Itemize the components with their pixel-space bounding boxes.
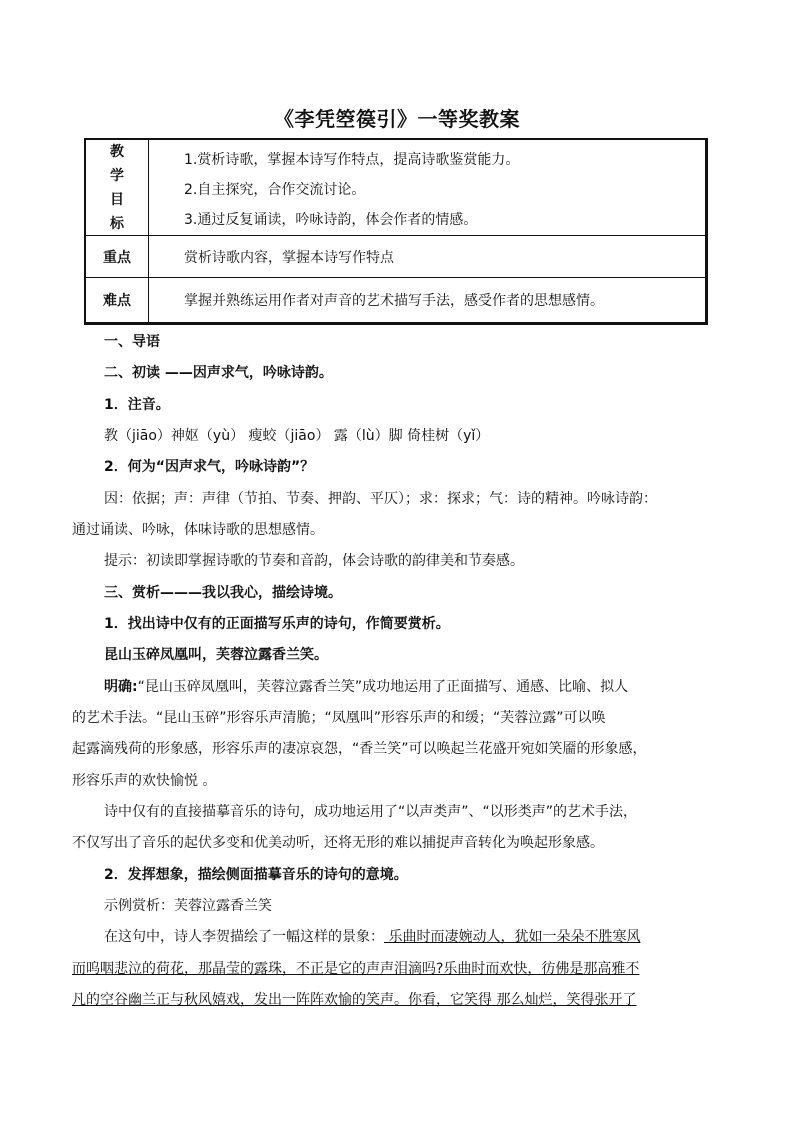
goal-item: 2.自主探究，合作交流讨论。 bbox=[184, 182, 366, 198]
clarify-text: “昆山玉碎凤凰叫，芙蓉泣露香兰笑”成功地运用了正面描写、通感、比喻、拟人 bbox=[137, 679, 629, 695]
section-heading: 一、导语 bbox=[104, 334, 160, 350]
paragraph-line: 通过诵读、吟咏，体味诗歌的思想感情。 bbox=[72, 522, 324, 538]
scene-underlined-text: 凡的空谷幽兰正与秋风嬉戏，发出一阵阵欢愉的笑声。你看，它笑得 那么灿烂，笑得张开了 bbox=[72, 992, 637, 1008]
subsection-heading: 2．何为“因声求气，吟咏诗韵”？ bbox=[104, 459, 315, 475]
difficulty-row bbox=[86, 278, 705, 322]
paragraph-line: 诗中仅有的直接描摹音乐的诗句，成功地运用了“以声类声”、“以形类声”的艺术手法， bbox=[104, 804, 638, 820]
difficulty-text: 掌握并熟练运用作者对声音的艺术描写手法，感受作者的思想感情。 bbox=[184, 293, 604, 309]
goals-header-char: 标 bbox=[110, 215, 124, 232]
subsection-heading: 2．发挥想象，描绘侧面描摹音乐的诗句的意境。 bbox=[104, 867, 408, 883]
goals-row bbox=[86, 140, 705, 236]
paragraph-line: 起露滴残荷的形象感，形容乐声的凄凉哀怨，“香兰笑”可以唤起兰花盛开宛如笑靥的形象感， bbox=[72, 741, 647, 757]
scene-underlined-text: 而呜咽悲泣的荷花，那晶莹的露珠，不正是它的声声泪滴吗?乐曲时而欢快，彷佛是那高雅不 bbox=[72, 961, 640, 977]
paragraph-line: 不仅写出了音乐的起伏多变和优美动听，还将无形的难以捕捉声音转化为唤起形象感。 bbox=[72, 835, 604, 851]
key-point-header-cell bbox=[86, 236, 149, 277]
goal-item: 3.通过反复诵读，吟咏诗韵，体会作者的情感。 bbox=[184, 212, 478, 228]
key-point-text: 赏析诗歌内容，掌握本诗写作特点 bbox=[184, 250, 394, 266]
scene-underlined-text: 乐曲时而凄婉动人，犹如一朵朵不胜寒风 bbox=[384, 929, 641, 945]
goals-content-cell bbox=[148, 140, 705, 235]
example-line: 示例赏析：芙蓉泣露香兰笑 bbox=[104, 898, 272, 914]
paragraph-line: 的艺术手法。“昆山玉碎”形容乐声清脆；“凤凰叫”形容乐声的和缓；“芙蓉泣露”可以唤 bbox=[72, 710, 606, 726]
subsection-heading: 1．找出诗中仅有的正面描写乐声的诗句，作简要赏析。 bbox=[104, 616, 450, 632]
paragraph-line: 形容乐声的欢快愉悦 。 bbox=[72, 773, 217, 789]
difficulty-header: 难点 bbox=[103, 293, 131, 309]
section-heading: 三、赏析———我以我心，描绘诗境。 bbox=[104, 585, 342, 601]
tip-line: 提示：初读即掌握诗歌的节奏和音韵，体会诗歌的韵律美和节奏感。 bbox=[104, 553, 524, 569]
subsection-heading: 1．注音。 bbox=[104, 397, 170, 413]
difficulty-cell bbox=[148, 278, 705, 322]
key-point-row bbox=[86, 236, 705, 278]
goals-header-char: 目 bbox=[110, 191, 124, 208]
lesson-goals-table bbox=[84, 138, 708, 325]
clarify-line bbox=[104, 676, 628, 696]
clarify-label: 明确: bbox=[104, 679, 138, 695]
goals-header-char: 学 bbox=[110, 167, 124, 184]
document-title: 《李凭箜篌引》一等奖教案 bbox=[274, 107, 520, 131]
paragraph-line: 因：依据；声：声律（节拍、节奏、押韵、平仄）；求：探求；气：诗的精神。吟咏诗韵： bbox=[104, 491, 657, 507]
goal-item: 1.赏析诗歌，掌握本诗写作特点，提高诗歌鉴赏能力。 bbox=[184, 152, 520, 168]
scene-lead: 在这句中，诗人李贺描绘了一幅这样的景象： bbox=[104, 929, 384, 945]
difficulty-header-cell bbox=[86, 278, 149, 322]
key-point-header: 重点 bbox=[103, 249, 131, 266]
quoted-poem-line: 昆山玉碎凤凰叫，芙蓉泣露香兰笑。 bbox=[104, 647, 328, 663]
pinyin-line: 教（jiāo）神妪（yù） 瘦蛟（jiāo） 露（lù）脚 倚桂树（yǐ） bbox=[104, 428, 490, 444]
goals-header-char: 教 bbox=[110, 143, 124, 160]
scene-line bbox=[104, 926, 640, 946]
section-heading: 二、初读 ——因声求气，吟咏诗韵。 bbox=[104, 365, 333, 381]
key-point-cell bbox=[148, 236, 705, 277]
goals-header-cell bbox=[86, 140, 149, 235]
